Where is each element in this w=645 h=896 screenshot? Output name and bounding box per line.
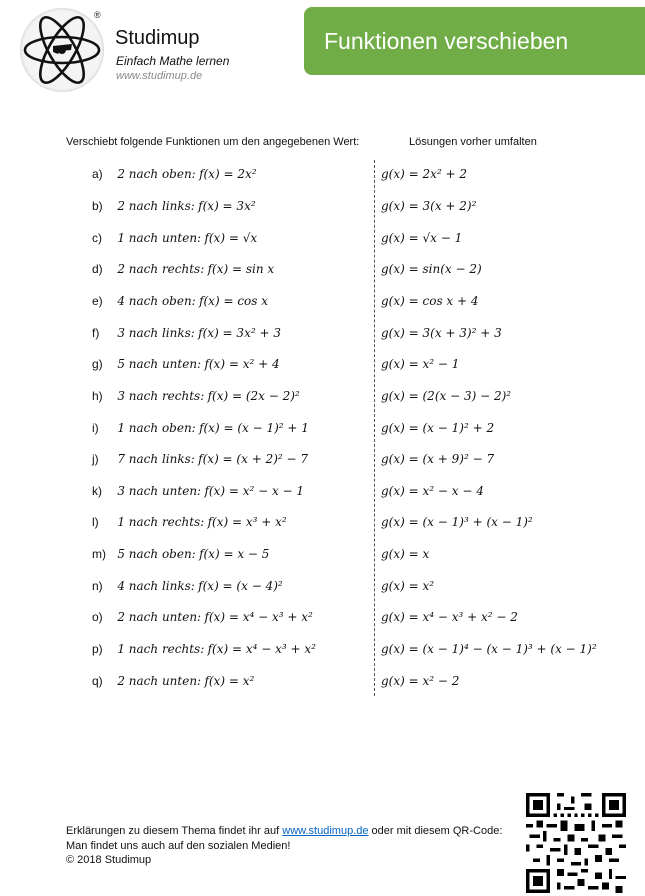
footer-copyright: © 2018 Studimup: [66, 854, 152, 866]
task-row: [92, 167, 257, 181]
solution: g(x) = √x − 1: [381, 231, 463, 245]
task-row: [92, 674, 254, 688]
solution: g(x) = x: [381, 547, 430, 561]
task-row: [92, 515, 287, 529]
task-function: f(x) = x⁴ − x³ + x²: [207, 642, 316, 656]
task-function: f(x) = sin x: [207, 262, 275, 276]
task-function: f(x) = (2x − 2)²: [207, 389, 300, 403]
task-function: f(x) = (x − 4)²: [198, 579, 283, 593]
footer-text: oder mit diesem QR-Code:: [371, 825, 503, 837]
footer-line-1: [66, 825, 502, 837]
task-row: [92, 326, 281, 340]
solution: g(x) = (x − 1)² + 2: [381, 421, 495, 435]
brand-name: Studimup: [115, 27, 200, 49]
task-function: f(x) = x² + 4: [204, 357, 280, 371]
solution: g(x) = x²: [381, 579, 435, 593]
task-row: [92, 262, 274, 276]
task-shift: 4 nach oben:: [117, 294, 196, 308]
fold-divider: [374, 160, 375, 696]
task-shift: 2 nach rechts:: [117, 262, 205, 276]
solution: g(x) = cos x + 4: [381, 294, 479, 308]
task-label: h): [92, 389, 103, 403]
qr-code-icon[interactable]: [524, 793, 628, 893]
registered-mark: ®: [94, 10, 101, 20]
footer-line-2: Man findet uns auch auf den sozialen Medien!: [66, 840, 291, 852]
task-shift: 3 nach unten:: [117, 484, 202, 498]
task-label: o): [92, 610, 103, 624]
task-function: f(x) = (x − 1)² + 1: [199, 421, 309, 435]
solution: g(x) = 2x² + 2: [381, 167, 468, 181]
task-label: a): [92, 167, 103, 181]
task-row: [92, 642, 316, 656]
solution: g(x) = 3(x + 3)² + 3: [381, 326, 502, 340]
solution: g(x) = x² − x − 4: [381, 484, 484, 498]
task-function: f(x) = √x: [204, 231, 258, 245]
solution: g(x) = (2(x − 3) − 2)²: [381, 389, 512, 403]
task-function: f(x) = (x + 2)² − 7: [198, 452, 309, 466]
task-label: g): [92, 357, 103, 371]
solution: g(x) = (x + 9)² − 7: [381, 452, 495, 466]
task-label: d): [92, 262, 103, 276]
task-shift: 2 nach unten:: [117, 610, 202, 624]
task-label: q): [92, 674, 103, 688]
task-shift: 2 nach unten:: [117, 674, 202, 688]
task-shift: 7 nach links:: [117, 452, 195, 466]
task-instruction: Verschiebt folgende Funktionen um den angegebenen Wert:: [66, 136, 360, 148]
task-label: k): [92, 484, 102, 498]
task-function: f(x) = 3x² + 3: [198, 326, 281, 340]
task-function: f(x) = x² − x − 1: [204, 484, 305, 498]
task-row: [92, 579, 283, 593]
task-label: i): [92, 421, 99, 435]
task-row: [92, 547, 269, 561]
task-label: n): [92, 579, 103, 593]
solution: g(x) = x⁴ − x³ + x² − 2: [381, 610, 518, 624]
task-shift: 5 nach unten:: [117, 357, 202, 371]
task-shift: 1 nach unten:: [117, 231, 202, 245]
footer-link[interactable]: www.studimup.de: [282, 825, 369, 837]
task-row: [92, 357, 280, 371]
task-row: [92, 610, 313, 624]
solution: g(x) = sin(x − 2): [381, 262, 482, 276]
task-label: j): [92, 452, 99, 466]
task-row: [92, 389, 300, 403]
task-shift: 4 nach links:: [117, 579, 195, 593]
task-row: [92, 199, 256, 213]
task-function: f(x) = x²: [204, 674, 255, 688]
task-label: e): [92, 294, 103, 308]
solution: g(x) = x² − 1: [381, 357, 460, 371]
task-shift: 1 nach rechts:: [117, 515, 205, 529]
task-label: m): [92, 547, 106, 561]
solution: g(x) = (x − 1)³ + (x − 1)²: [381, 515, 533, 529]
brand-tagline: Einfach Mathe lernen: [116, 54, 230, 68]
task-label: l): [92, 515, 99, 529]
task-label: p): [92, 642, 103, 656]
title-banner: Funktionen verschieben: [304, 7, 645, 75]
task-shift: 2 nach oben:: [117, 167, 196, 181]
task-label: c): [92, 231, 102, 245]
task-label: b): [92, 199, 103, 213]
task-function: f(x) = x⁴ − x³ + x²: [204, 610, 313, 624]
task-shift: 1 nach rechts:: [117, 642, 205, 656]
solution: g(x) = 3(x + 2)²: [381, 199, 477, 213]
task-shift: 3 nach links:: [117, 326, 195, 340]
task-row: [92, 421, 309, 435]
footer-text: Erklärungen zu diesem Thema findet ihr auf: [66, 825, 280, 837]
task-row: [92, 294, 268, 308]
solution: g(x) = (x − 1)⁴ − (x − 1)³ + (x − 1)²: [381, 642, 597, 656]
atom-logo-icon: [20, 8, 104, 92]
task-function: f(x) = x³ + x²: [207, 515, 287, 529]
task-label: f): [92, 326, 100, 340]
solution-hint: Lösungen vorher umfalten: [409, 136, 537, 148]
task-function: f(x) = 3x²: [198, 199, 256, 213]
task-shift: 1 nach oben:: [117, 421, 196, 435]
task-shift: 2 nach links:: [117, 199, 195, 213]
task-function: f(x) = x − 5: [199, 547, 270, 561]
task-row: [92, 484, 304, 498]
task-shift: 3 nach rechts:: [117, 389, 205, 403]
brand-url: www.studimup.de: [116, 70, 203, 82]
studimup-logo: [20, 8, 110, 98]
task-function: f(x) = cos x: [199, 294, 269, 308]
task-shift: 5 nach oben:: [117, 547, 196, 561]
task-row: [92, 452, 308, 466]
task-function: f(x) = 2x²: [199, 167, 257, 181]
solution: g(x) = x² − 2: [381, 674, 460, 688]
task-row: [92, 231, 257, 245]
